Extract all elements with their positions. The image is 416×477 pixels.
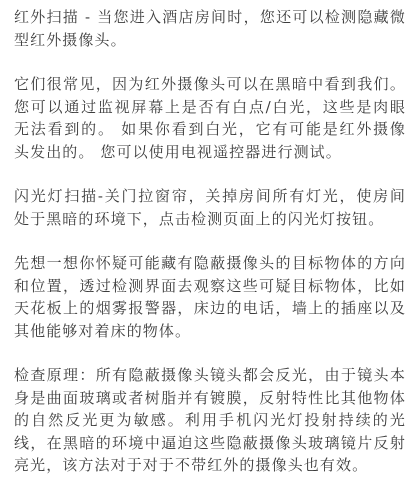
target-objects-paragraph: 先想一想你怀疑可能藏有隐蔽摄像头的目标物体的方向和位置，透过检测界面去观察这些可疑目标物体，比如天花板上的烟雾报警器，床边的电话，墙上的插座以及其他能够对着床的物体。: [14, 254, 406, 340]
infrared-scan-paragraph: 红外扫描 - 当您进入酒店房间时，您还可以检测隐藏微型红外摄像头。: [14, 8, 406, 49]
detection-principle-paragraph: 检查原理：所有隐蔽摄像头镜头都会反光，由于镜头本身是曲面玻璃或者树脂并有镀膜，反射特性比其他物体的自然反光更为敏感。利用手机闪光灯投射持续的光线，在黑暗的环境中逼迫这些隐蔽摄像头玻璃镜片反射亮光，该方法对于对于不带红外的摄像头也有效。: [14, 366, 406, 474]
flash-scan-paragraph: 闪光灯扫描-关门拉窗帘，关掉房间所有灯光，使房间处于黑暗的环境下，点击检测页面上的闪光灯按钮。: [14, 187, 406, 228]
infrared-visibility-paragraph: 它们很常见，因为红外摄像头可以在黑暗中看到我们。 您可以通过监视屏幕上是否有白点/白光，这些是肉眼无法看到的。 如果你看到白光，它有可能是红外摄像头发出的。 您可以使用电视遥控器进行测试。: [14, 75, 406, 161]
